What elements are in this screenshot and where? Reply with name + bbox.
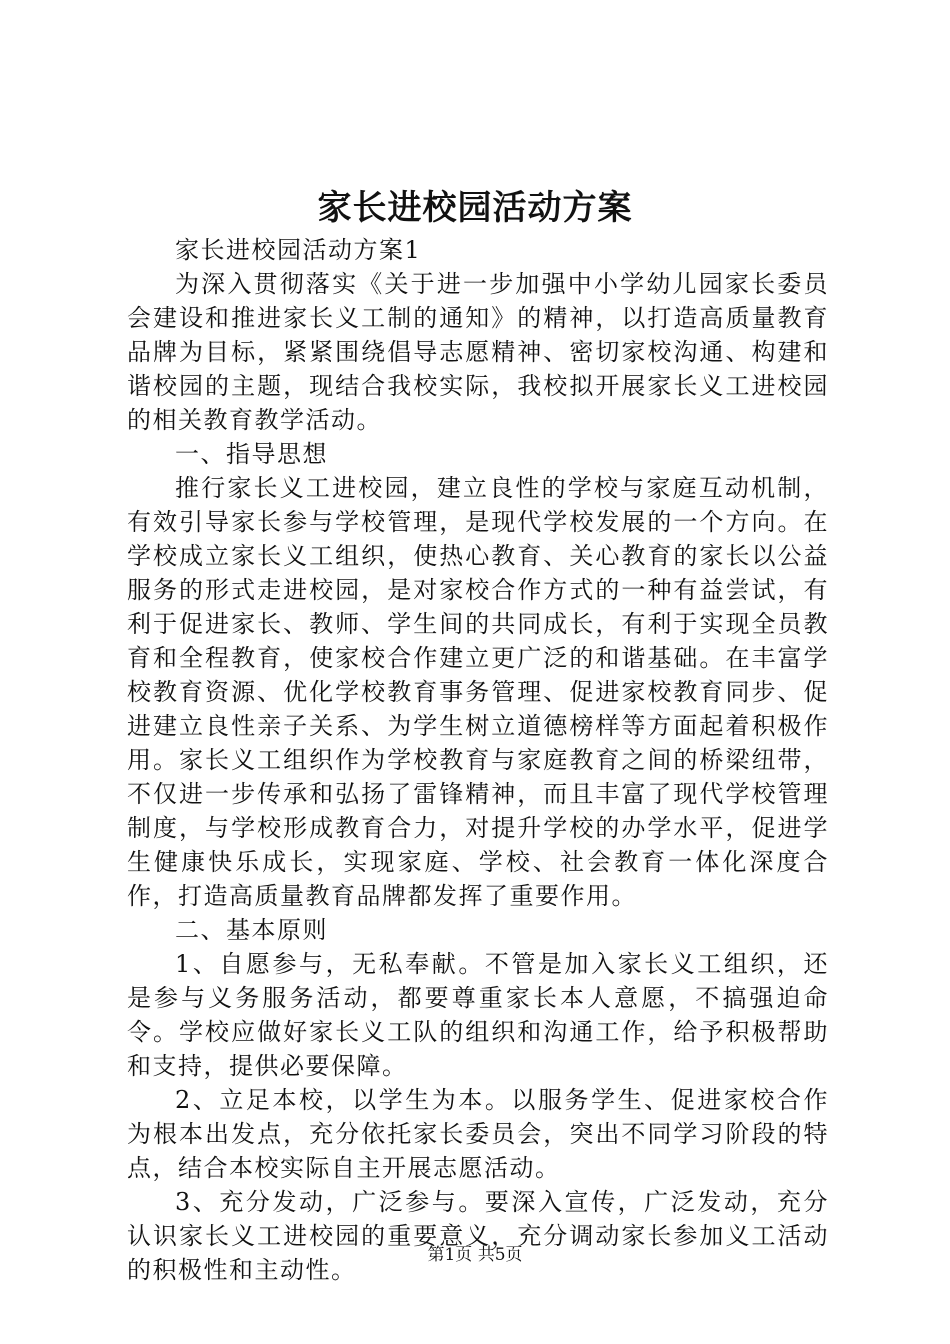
document-body: [127, 233, 829, 1287]
principle-3-paragraph: 3、充分发动，广泛参与。要深入宣传，广泛发动，充分认识家长义工进校园的重要意义，充分调动家长参加义工活动的积极性和主动性。: [127, 1188, 829, 1284]
document-title: 家长进校园活动方案: [317, 188, 633, 228]
section-heading-basic-principles: 二、基本原则: [175, 916, 328, 944]
intro-paragraph: 为深入贯彻落实《关于进一步加强中小学幼儿园家长委员会建设和推进家长义工制的通知》的精神，以打造高质量教育品牌为目标，紧紧围绕倡导志愿精神、密切家校沟通、构建和谐校园的主题，现结合我校实际，我校拟开展家长义工进校园的相关教育教学活动。: [127, 270, 829, 434]
subtitle-paragraph: 家长进校园活动方案1: [175, 236, 422, 264]
principle-2-paragraph: 2、立足本校，以学生为本。以服务学生、促进家校合作为根本出发点，充分依托家长委员会，突出不同学习阶段的特点，结合本校实际自主开展志愿活动。: [127, 1086, 829, 1182]
principle-1-paragraph: 1、自愿参与，无私奉献。不管是加入家长义工组织，还是参与义务服务活动，都要尊重家长本人意愿，不搞强迫命令。学校应做好家长义工队的组织和沟通工作，给予积极帮助和支持，提供必要保障。: [127, 950, 829, 1080]
section-heading-guiding-thought: 一、指导思想: [175, 440, 328, 468]
guiding-thought-paragraph: 推行家长义工进校园，建立良性的学校与家庭互动机制，有效引导家长参与学校管理，是现代学校发展的一个方向。在学校成立家长义工组织，使热心教育、关心教育的家长以公益服务的形式走进校园，是对家校合作方式的一种有益尝试，有利于促进家长、教师、学生间的共同成长，有利于实现全员教育和全程教育，使家校合作建立更广泛的和谐基础。在丰富学校教育资源、优化学校教育事务管理、促进家校教育同步、促进建立良性亲子关系、为学生树立道德榜样等方面起着积极作用。家长义工组织作为学校教育与家庭教育之间的桥梁纽带，不仅进一步传承和弘扬了雷锋精神，而且丰富了现代学校管理制度，与学校形成教育合力，对提升学校的办学水平，促进学生健康快乐成长，实现家庭、学校、社会教育一体化深度合作，打造高质量教育品牌都发挥了重要作用。: [127, 474, 829, 910]
page-number-footer: 第1页 共5页: [427, 1245, 523, 1265]
